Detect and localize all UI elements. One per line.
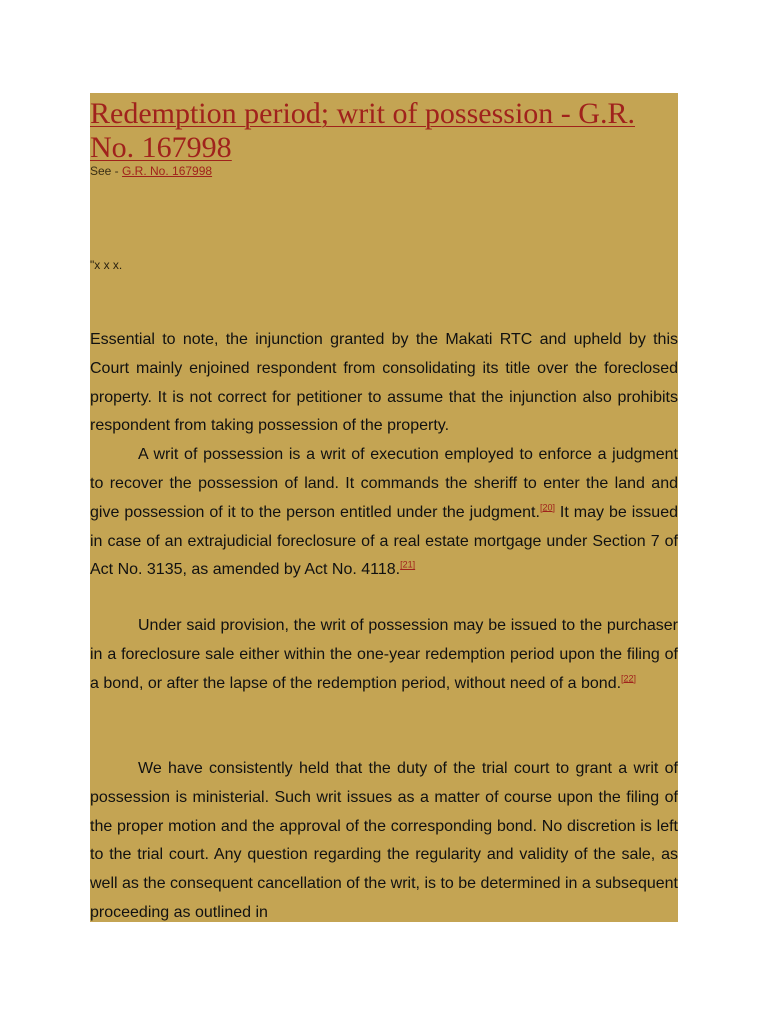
see-reference (90, 164, 212, 178)
footnote-link-20[interactable]: [20] (539, 502, 555, 513)
paragraph-text: Essential to note, the injunction granted by the Makati RTC and upheld by this Court mainly enjoined respondent from consolidating its title over the foreclosed property. It is not correct for petitioner to assume that the injunction also prohibits respondent from taking possession of the property. (90, 331, 678, 435)
paragraph-block-3 (90, 755, 678, 922)
footnote-link-21[interactable]: [21] (400, 560, 416, 571)
paragraph-block-1 (90, 326, 678, 585)
quote-opening: "x x x. (90, 258, 123, 272)
document-title (90, 97, 678, 165)
document-panel (90, 93, 678, 922)
see-prefix: See - (90, 164, 123, 178)
document-title-link[interactable]: Redemption period; writ of possession - G.R. No. 167998 (90, 97, 635, 164)
paragraph-writ-definition (90, 441, 678, 585)
paragraph-ministerial-duty (90, 755, 678, 922)
see-reference-link[interactable]: G.R. No. 167998 (122, 164, 213, 178)
footnote-link-22[interactable]: [22] (621, 673, 637, 684)
paragraph-block-2 (90, 612, 678, 698)
paragraph-text: It may be issued in case of an extrajudicial foreclosure of a real estate mortgage under Section 7 of Act No. 3135, as amended by Act No. 4118. (90, 503, 678, 579)
paragraph-text: We have consistently held that the duty of the trial court to grant a writ of possession is ministerial. Such writ issues as a matter of course upon the filing of the proper motion and the approval of the corresponding bond. No discretion is left to the trial court. Any question regarding the regularity and validity of the sale, as well as the consequent cancellation of the writ, is to be determined in a subsequent proceeding as outlined in (90, 760, 678, 921)
paragraph-redemption-provision (90, 612, 678, 698)
paragraph-injunction (90, 326, 678, 441)
paragraph-text: A writ of possession is a writ of execution employed to enforce a judgment to recover the possession of land. It commands the sheriff to enter the land and give possession of it to the person entitled under the judgment. (90, 446, 678, 521)
paragraph-text: Under said provision, the writ of possession may be issued to the purchaser in a foreclosure sale either within the one-year redemption period upon the filing of a bond, or after the lapse of the redemption period, without need of a bond. (90, 617, 678, 692)
